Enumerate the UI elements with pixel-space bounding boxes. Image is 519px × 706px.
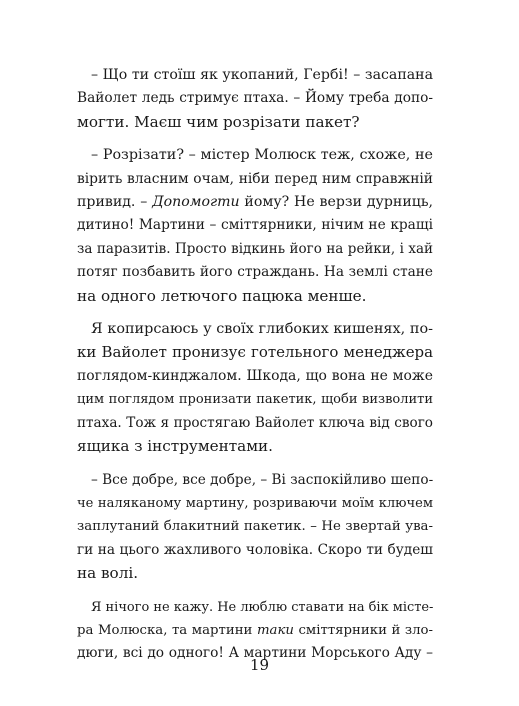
text-line: на волі. <box>77 564 139 583</box>
text-line: дитино! Мартини – сміттярники, нічим не кращі <box>77 217 433 234</box>
text-line: могти. Маєш чим розрізати пакет? <box>77 112 360 131</box>
text-line: за паразитів. Просто відкинь його на рейки, і хай <box>77 240 433 257</box>
italic-word: таки <box>256 622 294 638</box>
text-line: заплутаний блакитний пакетик. – Не звертай ува- <box>77 519 433 535</box>
text-segment: ра Молюска, та мартини <box>77 622 257 638</box>
text-segment: сміттярники й зло- <box>293 622 433 638</box>
text-line: поглядом-кинджалом. Шкода, що вона не може <box>77 367 433 384</box>
paragraph-2 <box>77 144 433 308</box>
text-line: ги на цього жахливого чоловіка. Скоро ти будеш <box>77 541 433 558</box>
text-line: дюги, всі до одного! А мартини Морського Аду – <box>77 645 433 662</box>
text-line: – Що ти стоїш як укопаний, Гербі! – засапана <box>91 67 433 83</box>
text-line: птаха. Тож я простягаю Вайолет ключа від свого <box>77 414 433 431</box>
text-line: – Розрізати? – містер Молюск теж, схоже, не <box>91 147 433 164</box>
text-line: вірить власним очам, ніби перед ним справжній <box>77 170 433 187</box>
text-line: Вайолет ледь стримує птаха. – Йому треба допо- <box>77 90 433 107</box>
text-line: ки Вайолет пронизує готельного менеджера <box>77 343 433 362</box>
text-line: Я нічого не кажу. Не люблю ставати на бік містe- <box>91 599 434 615</box>
text-line <box>77 191 433 214</box>
paragraph-1 <box>77 64 433 134</box>
body-text <box>77 64 433 676</box>
italic-word: Допомогти <box>152 194 240 211</box>
text-line: ящика з інструментами. <box>77 437 273 456</box>
paragraph-4 <box>77 469 433 586</box>
text-line: – Все добре, все добре, – Ві заспокійливо шепо- <box>91 471 434 488</box>
text-segment: привид. – <box>77 194 153 211</box>
text-line: потяг позбавить його страждань. На землі стане <box>77 264 433 281</box>
text-line: Я копирсаюсь у своїх глибоких кишенях, по- <box>91 321 433 338</box>
text-line: цим поглядом пронизати пакетик, щоби визволити <box>77 392 433 408</box>
text-segment: йому? Не верзи дурниць, <box>239 194 433 211</box>
paragraph-3 <box>77 318 433 458</box>
text-line: на одного летючого пацюка менше. <box>77 286 367 305</box>
page-number: 19 <box>249 656 270 674</box>
text-line <box>77 619 433 642</box>
text-line: че наляканому мартину, розриваючи моїм ключем <box>77 495 433 511</box>
